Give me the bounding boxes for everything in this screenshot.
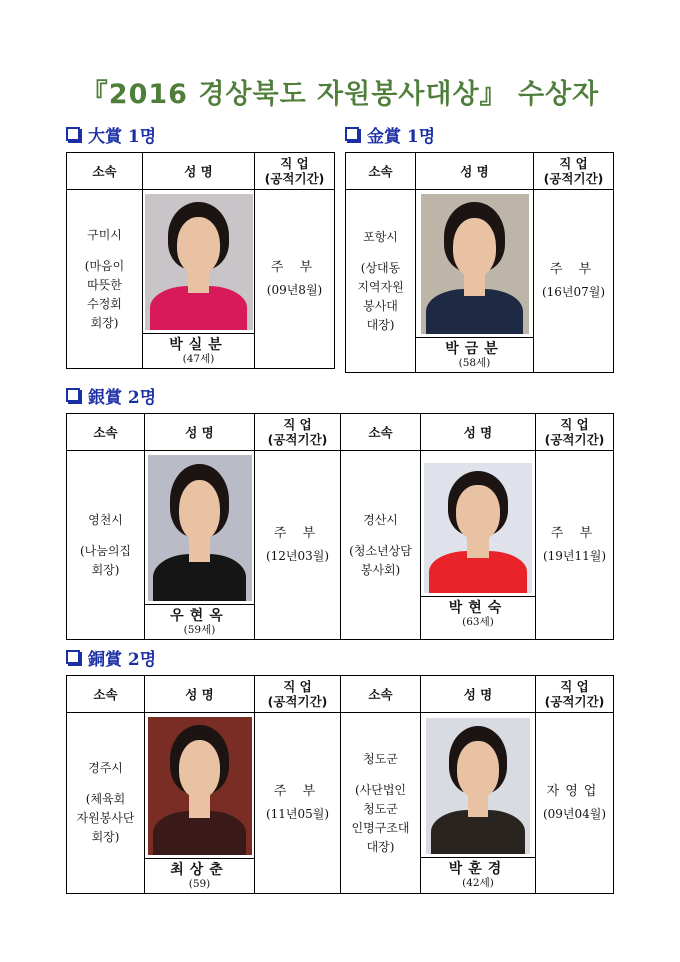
winner-name: 박실분 [169, 337, 228, 353]
header-job: 직 업 (공적기간) [255, 153, 335, 190]
winner-person [143, 190, 255, 369]
winner-city: 영천시 [88, 512, 123, 527]
winner-group-line: 인명구조대 [351, 820, 410, 835]
section-label: 金賞 1명 [367, 126, 436, 147]
table-row [67, 190, 335, 369]
header-name: 성 명 [416, 153, 534, 190]
winner-group-line: 따뜻한 [87, 277, 122, 292]
header-job: 직 업 (공적기간) [534, 153, 614, 190]
portrait-photo [145, 194, 253, 330]
winner-group-line: 회장) [91, 830, 120, 844]
winner-group-line: 봉사회) [360, 562, 401, 577]
occupation-label: 주 부 [549, 262, 598, 277]
table-row [67, 713, 614, 894]
checkbox-square-icon [66, 388, 80, 402]
award-table-bronze [66, 675, 614, 894]
winner-age: (47세) [182, 353, 215, 365]
winner-city: 청도군 [363, 751, 398, 766]
checkbox-square-icon [66, 650, 80, 664]
occupation-label: 주 부 [550, 526, 599, 541]
header-job: 직 업 (공적기간) [536, 676, 614, 713]
header-job: 직 업 (공적기간) [255, 414, 341, 451]
winner-group-line: 대장) [366, 839, 395, 854]
winner-group-line: 회장) [90, 315, 119, 330]
service-period: (09년8월) [266, 283, 323, 297]
winner-group-line: 지역자원 [357, 279, 404, 294]
service-period: (09년04월) [542, 807, 607, 821]
award-table-silver [66, 413, 614, 640]
winner-person [421, 451, 536, 640]
section-gold-prize [345, 122, 435, 146]
service-period: (12년03월) [265, 549, 330, 563]
winner-affiliation [67, 713, 145, 894]
winner-group-line: (나눔의집 [79, 543, 132, 558]
winner-group-line: 청도군 [363, 801, 398, 816]
portrait-photo [426, 718, 530, 854]
winner-person [416, 190, 534, 373]
header-org: 소속 [341, 676, 421, 713]
winner-name: 박현숙 [448, 600, 508, 616]
section-bronze-prize [66, 645, 156, 669]
occupation-label: 주 부 [273, 526, 322, 541]
portrait-photo [148, 717, 252, 855]
table-row [67, 451, 614, 640]
winner-age: (42세) [462, 877, 494, 889]
winner-group-line: (체육회 [85, 792, 126, 806]
header-org: 소속 [67, 676, 145, 713]
winner-person [145, 451, 255, 640]
winner-occupation [255, 190, 335, 369]
winner-city: 구미시 [87, 227, 122, 242]
winner-group-line: 수정회 [87, 296, 122, 311]
winner-group-line: 대장) [366, 317, 395, 332]
winner-occupation [255, 451, 341, 640]
checkbox-square-icon [345, 127, 359, 141]
winner-occupation [534, 190, 614, 373]
section-grand-prize [66, 122, 156, 146]
winner-group-line: (청소년상담 [349, 543, 412, 558]
header-org: 소속 [341, 414, 421, 451]
header-name: 성 명 [145, 414, 255, 451]
winner-age: (59) [188, 878, 211, 890]
winner-group-line: 회장) [91, 562, 120, 577]
header-name: 성 명 [145, 676, 255, 713]
winner-age: (58세) [458, 357, 491, 369]
header-org: 소속 [346, 153, 416, 190]
occupation-label: 자영업 [546, 784, 603, 799]
winner-city: 경산시 [363, 512, 398, 527]
section-label: 銅賞 2명 [88, 649, 157, 670]
winner-occupation [255, 713, 341, 894]
winner-city: 포항시 [363, 229, 398, 244]
winner-group-line: (사단법인 [354, 782, 407, 797]
winner-affiliation [67, 190, 143, 369]
winner-person [421, 713, 536, 894]
winner-affiliation [346, 190, 416, 373]
winner-occupation [536, 713, 614, 894]
winner-affiliation [341, 451, 421, 640]
winner-group-line: (상대동 [360, 260, 401, 275]
table-row [346, 190, 614, 373]
award-table-grand [66, 152, 335, 369]
winner-age: (63세) [462, 616, 494, 628]
header-name: 성 명 [143, 153, 255, 190]
page-title: 『2016 경상북도 자원봉사대상』 수상자 [80, 79, 600, 110]
award-table-gold [345, 152, 614, 373]
occupation-label: 주 부 [270, 260, 319, 275]
service-period: (19년11월) [542, 549, 607, 563]
winner-name: 최상춘 [170, 862, 229, 878]
winner-name: 우현옥 [170, 608, 229, 624]
service-period: (11년05월) [265, 807, 330, 821]
header-org: 소속 [67, 153, 143, 190]
header-name: 성 명 [421, 676, 536, 713]
header-job: 직 업 (공적기간) [255, 676, 341, 713]
portrait-photo [424, 463, 532, 593]
winner-occupation [536, 451, 614, 640]
winner-group-line: 봉사대 [363, 298, 398, 313]
winner-group-line: (마음이 [84, 258, 125, 273]
winner-person [145, 713, 255, 894]
occupation-label: 주 부 [273, 784, 322, 799]
winner-group-line: 자원봉사단 [76, 811, 135, 825]
winner-affiliation [341, 713, 421, 894]
header-org: 소속 [67, 414, 145, 451]
section-label: 大賞 1명 [88, 126, 157, 147]
winner-affiliation [67, 451, 145, 640]
header-job: 직 업 (공적기간) [536, 414, 614, 451]
portrait-photo [421, 194, 529, 334]
section-silver-prize [66, 383, 156, 407]
winner-name: 박훈경 [448, 861, 508, 877]
service-period: (16년07월) [541, 285, 606, 299]
winner-age: (59세) [183, 624, 216, 636]
section-label: 銀賞 2명 [88, 387, 157, 408]
portrait-photo [148, 455, 252, 601]
winner-city: 경주시 [88, 761, 123, 775]
header-name: 성 명 [421, 414, 536, 451]
checkbox-square-icon [66, 127, 80, 141]
winner-name: 박금분 [445, 341, 504, 357]
